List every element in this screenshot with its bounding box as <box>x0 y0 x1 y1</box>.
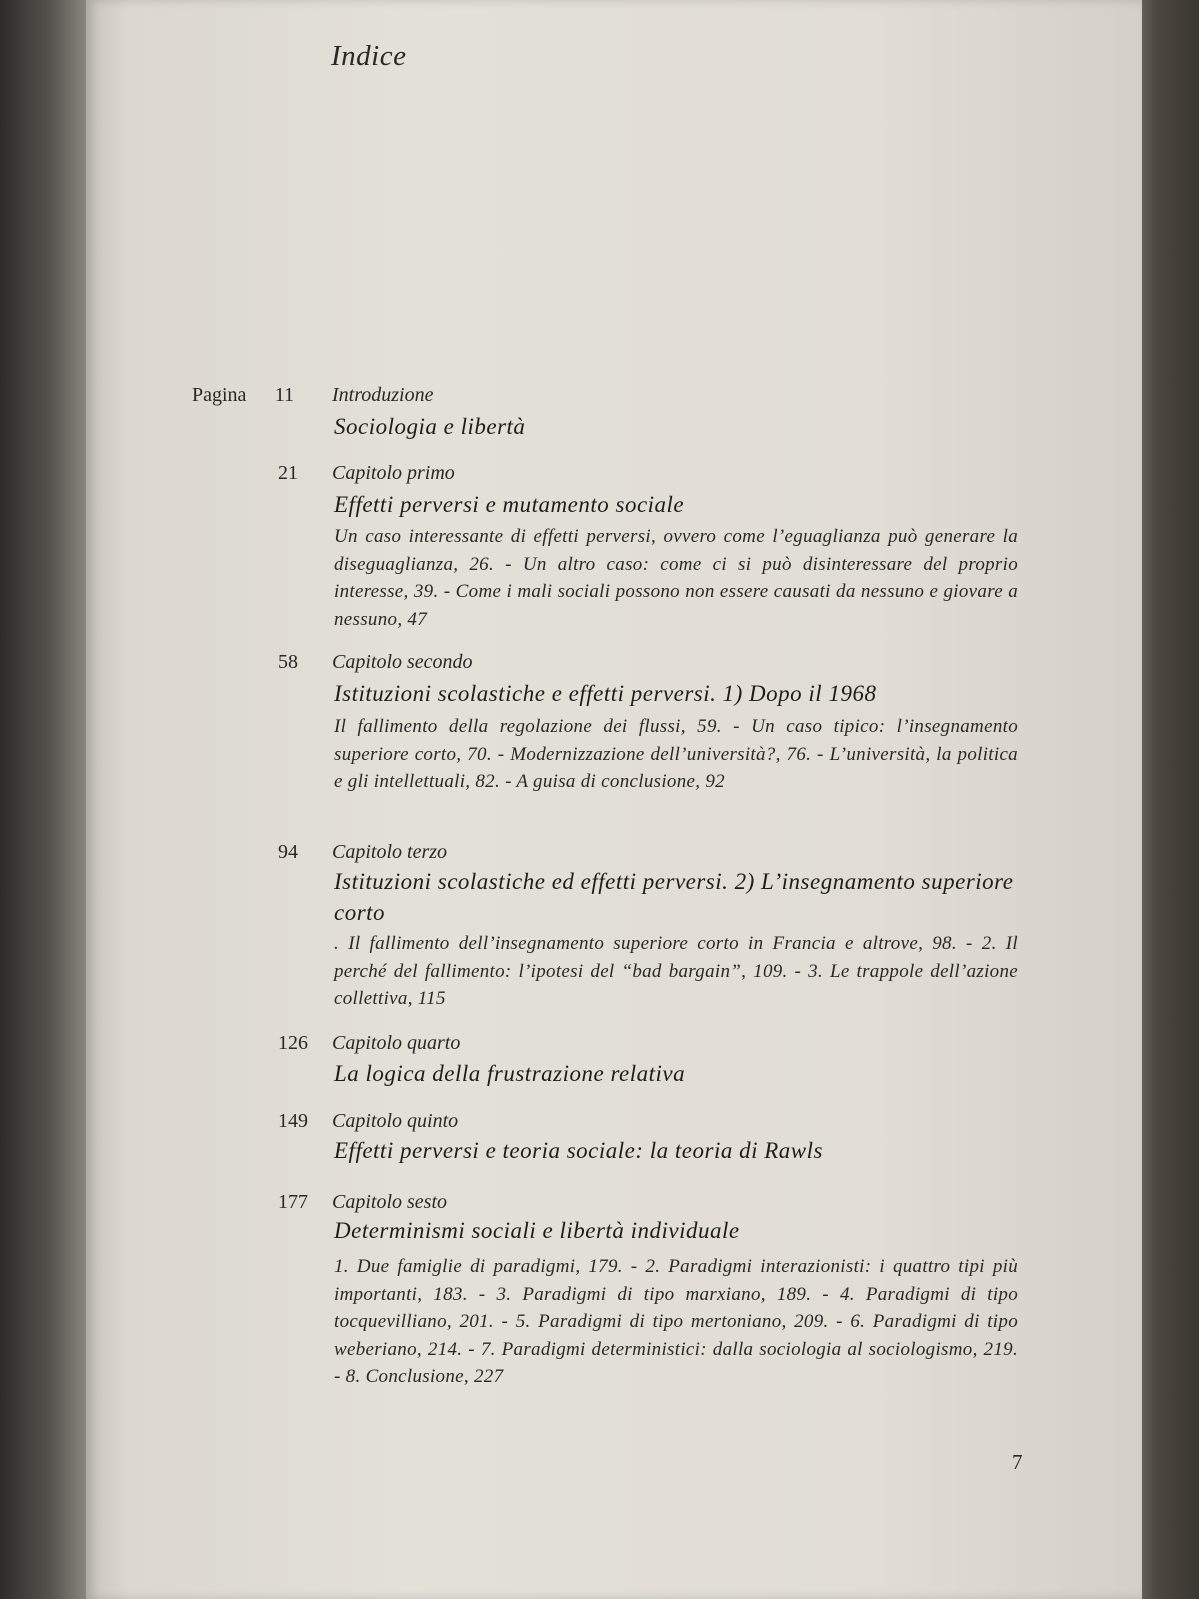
pagina-label: Pagina <box>192 384 247 406</box>
entry-page-number: 21 <box>278 462 298 484</box>
entry-heading: Effetti perversi e mutamento sociale <box>334 492 685 517</box>
entry-label: Capitolo secondo <box>332 651 473 673</box>
book-left-edge <box>0 0 92 1599</box>
entry-description: Il fallimento della regolazione dei flussi, 59. - Un caso tipico: l’insegnamento superiore corto, 70. - Modernizzazione dell’università?, 76. - L’università, la politica e gli intellettuali, 82. - A guisa di conclusione, 92 <box>334 716 1018 792</box>
entry-page-number: 126 <box>278 1032 308 1054</box>
entry-heading: La logica della frustrazione relativa <box>334 1061 686 1086</box>
entry-label: Capitolo quinto <box>332 1110 459 1132</box>
entry-description: . Il fallimento dell’insegnamento superiore corto in Francia e altrove, 98. - 2. Il perché del fallimento: l’ipotesi del “bad bargain”, 109. - 3. Le trappole dell’azione collettiva, 115 <box>334 933 1018 1009</box>
entry-heading: Istituzioni scolastiche e effetti perversi. 1) Dopo il 1968 <box>334 681 877 706</box>
entry-heading: Effetti perversi e teoria sociale: la teoria di Rawls <box>334 1138 823 1163</box>
entry-label: Capitolo sesto <box>332 1191 448 1213</box>
entry-heading: Sociologia e libertà <box>334 414 526 439</box>
entry-description: Un caso interessante di effetti perversi, ovvero come l’eguaglianza può generare la diseguaglianza, 26. - Un altro caso: come ci si può disinteressare del proprio interesse, 39. - Come i mali sociali possono non essere causati da nessuno e giovare a nessuno, 47 <box>334 526 1018 630</box>
entry-page-number: 94 <box>278 841 298 863</box>
book-right-edge <box>1138 0 1199 1599</box>
entry-description: 1. Due famiglie di paradigmi, 179. - 2. Paradigmi interazionisti: i quattro tipi più importanti, 183. - 3. Paradigmi di tipo marxiano, 189. - 4. Paradigmi di tipo tocquevilliano, 201. - 5. Paradigmi di tipo mertoniano, 209. - 6. Paradigmi di tipo weberiano, 214. - 7. Paradigmi deterministici: dalla sociologia al sociologismo, 219. - 8. Conclusione, 227 <box>334 1256 1018 1387</box>
entry-page-number: 11 <box>274 384 294 406</box>
entry-heading: Istituzioni scolastiche ed effetti perversi. 2) L’insegnamento superiore corto <box>334 869 1014 925</box>
entry-heading: Determinismi sociali e libertà individuale <box>334 1218 740 1243</box>
page-title: Indice <box>331 40 407 72</box>
page-number: 7 <box>1012 1450 1023 1474</box>
entry-label: Capitolo terzo <box>332 841 448 863</box>
entry-page-number: 149 <box>278 1110 308 1132</box>
entry-page-number: 177 <box>278 1191 308 1213</box>
entry-page-number: 58 <box>278 651 298 673</box>
entry-label: Capitolo quarto <box>332 1032 461 1054</box>
entry-label: Introduzione <box>332 384 434 406</box>
entry-label: Capitolo primo <box>332 462 455 484</box>
